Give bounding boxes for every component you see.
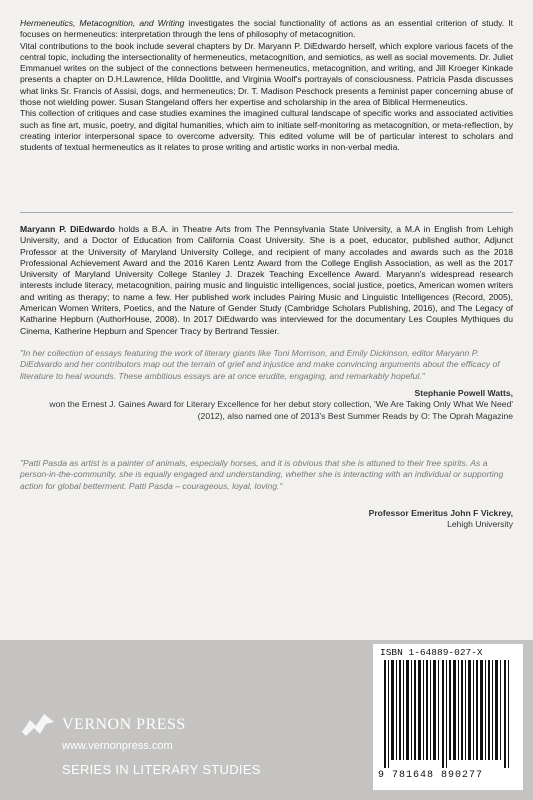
author-bio-text: holds a B.A. in Theatre Arts from The Pennsylvania State University, a M.A in English from Lehigh University, and a Doctor of Education from California Coast University. She is a poet, educator, published author, Adjunct Professor at the University of Maryland University College, and recipient of many accolades and awards such as the 2018 Professional Achievement Award and the 2016 Karen Lentz Award from the College English Association, as well as the 2017 University of Maryland University College Stanley J. Drazek Teaching Excellence Award. Maryann's widespread research interests include literacy, metacognition, pairing music and linguistic intelligences, social justice, poetics, American women writers and writing as therapy; to name a few. Her published work includes Pairing Music and Linguistic Intelligences (Record, 2005), American Women Writers, Poetics, and the Nature of Gender Study (Cambridge Scholars Publishing, 2016), and The Legacy of Katharine Hepburn (AuthorHouse, 2008). In 2017 DiEdwardo was interviewed for the documentary Les Couples Mythiques du Cinema, Katherine Hepburn and Spencer Tracy by Bertrand Tessier.	[20, 224, 513, 336]
description-paragraph-3: This collection of critiques and case studies examines the imagined cultural landscape of specific works and associated activities such as fine art, music, poetry, and digital humanities, which aim to initiate self-monitoring as metacognition, or meta-reflection, by creating interior interpersonal space to overcome adversity. This edited volume will be of particular interest to scholars and students of textual hermeneutics as it relates to prose writing and artistic works in non-verbal media.	[20, 108, 513, 153]
publisher-brand: VERNON PRESS	[62, 716, 186, 733]
vernon-press-bird-logo-icon	[20, 712, 56, 740]
description-paragraph-1: Hermeneutics, Metacognition, and Writing investigates the social functionality of actions as an essential criterion of study. It focuses on hermeneutics: interpretation through the lens of philosophy of metacognition.	[20, 18, 513, 40]
endorsement-quote-2: "Patti Pasda as artist is a painter of animals, especially horses, and it is obvious that she is attuned to their free spirits. As a person-in-the-community, she is equally engaged and understanding, whether she is interacting with an individual or supporting action for global betterment. Patti Pasda – courageous, loyal, loving."	[20, 458, 504, 491]
section-divider	[20, 212, 513, 213]
barcode-digits: 9 781648 890277	[378, 770, 484, 781]
publisher-url: www.vernonpress.com	[62, 740, 173, 752]
endorsement-quote-1: "In her collection of essays featuring the work of literary giants like Toni Morrison, and Emily Dickinson, editor Maryann P. DiEdwardo and her contributors map out the terrain of grief and injustice and make convincing arguments about the efficacy of literature to heal wounds. These ambitious essays are at once erudite, engaging, and remarkably hopeful."	[20, 348, 500, 381]
series-name: SERIES IN LITERARY STUDIES	[62, 762, 261, 777]
book-title: Hermeneutics, Metacognition, and Writing	[20, 18, 185, 28]
barcode-bars	[384, 660, 512, 768]
isbn-label: ISBN 1-64889-027-X	[380, 647, 483, 658]
author-name: Maryann P. DiEdwardo	[20, 224, 115, 234]
author-bio	[20, 224, 513, 337]
description-block	[20, 18, 513, 154]
description-paragraph-2: Vital contributions to the book include several chapters by Dr. Maryann P. DiEdwardo herself, which explore various facets of the central topic, including the intersectionality of hermeneutics, metacognition, and semiotics, as well as social movements. Dr. Juliet Emmanuel writes on the subject of the connections between hermeneutics, metacognition, and writing, and Jill Kroeger Kinkade presents a chapter on D.H.Lawrence, Hilda Doolittle, and Virginia Woolf's portrayals of consciousness. Patricia Pasda discusses what links Sr. Francis of Assisi, dogs, and hermeneutics; Dr. T. Madison Peschock presents a feminist paper concerning abuse of those not wielding power. Susan Stangeland offers her expertise and scholarship in the area of Biblical Hermeneutics.	[20, 40, 513, 108]
endorsement-attribution-1: Stephanie Powell Watts, won the Ernest J. Gaines Award for Literary Excellence for her debut story collection, 'We Are Taking Only What We Need' (2012), also named one of 2013's Best Summer Reads by O: The Oprah Magazine	[49, 388, 513, 421]
endorsement-attribution-2: Professor Emeritus John F Vickrey, Lehigh University	[368, 508, 513, 530]
